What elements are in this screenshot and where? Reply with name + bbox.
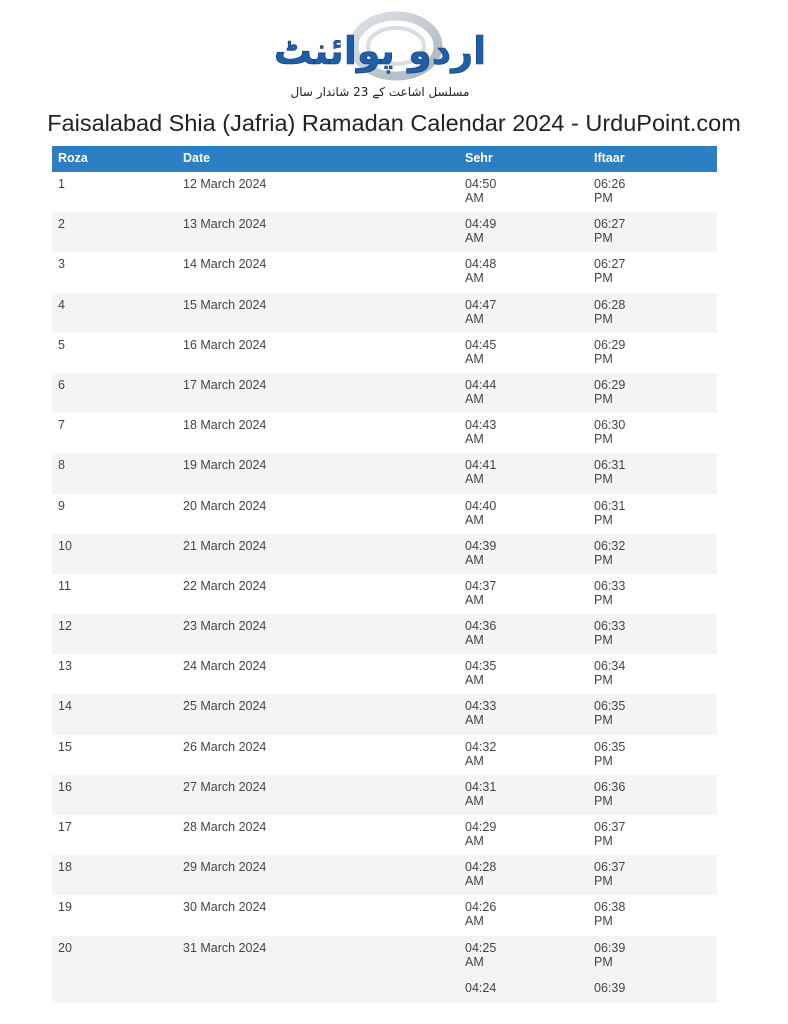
iftaar-cell-iftaar-time: 06:35 (594, 739, 626, 754)
date-cell (183, 579, 266, 593)
iftaar-cell-iftaar-time: 06:29 (594, 377, 626, 392)
roza-cell (58, 177, 65, 191)
roza-cell-roza: 4 (58, 297, 65, 312)
sehr-cell (465, 177, 505, 205)
table-header-row (52, 146, 717, 172)
iftaar-cell-iftaar-ampm: PM (594, 231, 613, 246)
iftaar-cell-iftaar-ampm: PM (594, 954, 613, 969)
date-cell (183, 298, 266, 312)
table-row (52, 574, 717, 614)
table-row (52, 172, 717, 212)
date-cell (183, 257, 266, 271)
sehr-cell (465, 659, 505, 687)
iftaar-cell (594, 338, 634, 366)
date-cell-date: 12 March 2024 (183, 177, 267, 191)
iftaar-cell-iftaar-time: 06:39 (594, 980, 626, 995)
iftaar-cell-iftaar-time: 06:33 (594, 619, 626, 634)
sehr-cell (465, 298, 505, 326)
sehr-cell-sehr-ampm: AM (465, 432, 484, 447)
date-cell-date: 25 March 2024 (183, 699, 267, 714)
iftaar-cell (594, 659, 634, 687)
roza-cell (58, 659, 72, 673)
iftaar-cell-iftaar-ampm: PM (594, 874, 613, 889)
roza-cell-roza: 19 (58, 900, 72, 915)
table-row (52, 694, 717, 734)
sehr-cell (465, 217, 505, 245)
roza-cell (58, 780, 72, 794)
date-cell-date: 20 March 2024 (183, 498, 267, 513)
date-cell (183, 941, 266, 955)
logo-tagline: مسلسل اشاعت کے 23 شاندار سال (290, 85, 470, 99)
date-cell (183, 820, 266, 834)
sehr-cell-sehr-time: 04:35 (465, 659, 497, 674)
iftaar-cell (594, 378, 634, 406)
iftaar-cell (594, 217, 634, 245)
sehr-cell-sehr-ampm: AM (465, 512, 484, 527)
roza-cell-roza: 15 (58, 739, 72, 754)
sehr-cell-sehr-ampm: AM (465, 673, 484, 688)
sehr-cell-sehr-time: 04:44 (465, 377, 497, 392)
roza-cell (58, 539, 72, 553)
date-cell-date: 18 March 2024 (183, 418, 267, 433)
table-row (52, 936, 717, 976)
date-cell-date: 21 March 2024 (183, 538, 267, 553)
sehr-cell-sehr-ampm: AM (465, 914, 484, 929)
iftaar-cell-iftaar-ampm: PM (594, 552, 613, 567)
iftaar-cell-iftaar-time: 06:28 (594, 297, 626, 312)
iftaar-cell-iftaar-ampm: PM (594, 432, 613, 447)
date-cell-date: 30 March 2024 (183, 900, 267, 915)
roza-cell (58, 699, 72, 713)
date-cell (183, 177, 266, 191)
sehr-cell-sehr-time: 04:40 (465, 498, 497, 513)
sehr-cell-sehr-time: 04:45 (465, 337, 497, 352)
roza-cell-roza: 3 (58, 257, 65, 272)
sehr-cell-sehr-ampm: AM (465, 592, 484, 607)
table-row (52, 494, 717, 534)
roza-cell (58, 820, 72, 834)
iftaar-cell (594, 418, 634, 446)
iftaar-cell-iftaar-time: 06:31 (594, 498, 626, 513)
iftaar-cell (594, 941, 634, 969)
roza-cell (58, 298, 65, 312)
sehr-cell-sehr-time: 04:36 (465, 619, 497, 634)
urdupoint-logo-icon[interactable] (273, 8, 487, 104)
sehr-cell-sehr-ampm: AM (465, 954, 484, 969)
sehr-cell-sehr-time: 04:37 (465, 578, 497, 593)
iftaar-cell-iftaar-time: 06:37 (594, 820, 626, 834)
iftaar-cell-iftaar-ampm: PM (594, 834, 613, 848)
iftaar-cell-iftaar-time: 06:33 (594, 578, 626, 593)
iftaar-cell-iftaar-time: 06:29 (594, 337, 626, 352)
sehr-cell (465, 418, 505, 446)
iftaar-cell-iftaar-ampm: PM (594, 472, 613, 487)
sehr-cell (465, 499, 505, 527)
sehr-cell-sehr-time: 04:28 (465, 860, 497, 875)
roza-cell-roza: 9 (58, 498, 65, 513)
iftaar-cell-iftaar-time: 06:27 (594, 217, 626, 232)
sehr-cell (465, 900, 505, 928)
iftaar-cell (594, 780, 634, 808)
roza-cell-roza: 20 (58, 940, 72, 955)
iftaar-cell-iftaar-time: 06:26 (594, 177, 626, 191)
roza-cell (58, 900, 72, 914)
sehr-cell-sehr-ampm: AM (465, 834, 484, 848)
roza-cell (58, 458, 65, 472)
roza-cell-roza: 13 (58, 659, 72, 674)
date-cell (183, 458, 266, 472)
sehr-cell-sehr-ampm: AM (465, 874, 484, 889)
iftaar-cell (594, 981, 634, 995)
iftaar-cell-iftaar-ampm: PM (594, 391, 613, 406)
iftaar-cell-iftaar-time: 06:36 (594, 779, 626, 794)
roza-cell (58, 378, 65, 392)
iftaar-cell (594, 539, 634, 567)
roza-cell-roza: 1 (58, 177, 65, 191)
table-row (52, 976, 717, 1003)
date-cell (183, 217, 266, 231)
date-cell-date: 31 March 2024 (183, 940, 267, 955)
ramadan-calendar-table (52, 146, 717, 1003)
roza-cell-roza: 14 (58, 699, 72, 714)
iftaar-cell-iftaar-time: 06:27 (594, 257, 626, 272)
sehr-cell-sehr-ampm: AM (465, 633, 484, 648)
roza-cell (58, 418, 65, 432)
date-cell-date: 27 March 2024 (183, 779, 267, 794)
header-sehr: Sehr (465, 151, 493, 165)
date-cell-date: 28 March 2024 (183, 820, 267, 834)
iftaar-cell (594, 257, 634, 285)
date-cell-date: 23 March 2024 (183, 619, 267, 634)
sehr-cell-sehr-ampm: AM (465, 311, 484, 326)
iftaar-cell (594, 458, 634, 486)
table-row (52, 373, 717, 413)
sehr-cell (465, 539, 505, 567)
sehr-cell-sehr-time: 04:33 (465, 699, 497, 714)
sehr-cell-sehr-time: 04:31 (465, 779, 497, 794)
table-row (52, 775, 717, 815)
table-row (52, 534, 717, 574)
roza-cell (58, 860, 72, 874)
table-body (52, 172, 717, 1003)
page-title: Faisalabad Shia (Jafria) Ramadan Calendar 2024 - UrduPoint.com (47, 110, 741, 136)
date-cell-date: 16 March 2024 (183, 337, 267, 352)
roza-cell (58, 619, 72, 633)
roza-cell (58, 257, 65, 271)
sehr-cell-sehr-time: 04:43 (465, 418, 497, 433)
date-cell (183, 740, 266, 754)
date-cell (183, 900, 266, 914)
iftaar-cell-iftaar-ampm: PM (594, 673, 613, 688)
roza-cell (58, 941, 72, 955)
iftaar-cell-iftaar-time: 06:31 (594, 458, 626, 473)
table-row (52, 735, 717, 775)
iftaar-cell-iftaar-ampm: PM (594, 914, 613, 929)
date-cell-date: 24 March 2024 (183, 659, 267, 674)
iftaar-cell-iftaar-ampm: PM (594, 713, 613, 728)
table-row (52, 614, 717, 654)
sehr-cell-sehr-time: 04:41 (465, 458, 497, 473)
iftaar-cell (594, 699, 634, 727)
iftaar-cell-iftaar-ampm: PM (594, 191, 613, 205)
iftaar-cell-iftaar-ampm: PM (594, 793, 613, 808)
roza-cell-roza: 10 (58, 538, 72, 553)
header-date: Date (183, 151, 211, 165)
sehr-cell (465, 820, 505, 848)
roza-cell-roza: 12 (58, 619, 72, 634)
date-cell-date: 13 March 2024 (183, 217, 267, 232)
sehr-cell (465, 458, 505, 486)
sehr-cell-sehr-ampm: AM (465, 793, 484, 808)
table-row (52, 895, 717, 935)
iftaar-cell-iftaar-ampm: PM (594, 592, 613, 607)
iftaar-cell (594, 579, 634, 607)
iftaar-cell (594, 860, 634, 888)
table-row (52, 252, 717, 292)
sehr-cell-sehr-time: 04:25 (465, 940, 497, 955)
iftaar-cell-iftaar-ampm: PM (594, 633, 613, 648)
table-row (52, 333, 717, 373)
iftaar-cell-iftaar-time: 06:34 (594, 659, 626, 674)
date-cell-date: 19 March 2024 (183, 458, 267, 473)
sehr-cell (465, 941, 505, 969)
date-cell (183, 659, 266, 673)
sehr-cell-sehr-time: 04:24 (465, 980, 497, 995)
sehr-cell-sehr-ampm: AM (465, 472, 484, 487)
sehr-cell (465, 378, 505, 406)
iftaar-cell-iftaar-time: 06:38 (594, 900, 626, 915)
sehr-cell-sehr-time: 04:29 (465, 820, 497, 834)
table-row (52, 453, 717, 493)
roza-cell-roza: 8 (58, 458, 65, 473)
sehr-cell-sehr-ampm: AM (465, 191, 484, 205)
iftaar-cell-iftaar-time: 06:30 (594, 418, 626, 433)
sehr-cell-sehr-ampm: AM (465, 713, 484, 728)
table-row (52, 855, 717, 895)
table-row (52, 654, 717, 694)
date-cell (183, 699, 266, 713)
date-cell (183, 499, 266, 513)
date-cell (183, 418, 266, 432)
date-cell-date: 29 March 2024 (183, 860, 267, 875)
iftaar-cell (594, 900, 634, 928)
iftaar-cell (594, 499, 634, 527)
iftaar-cell-iftaar-time: 06:39 (594, 940, 626, 955)
iftaar-cell-iftaar-time: 06:37 (594, 860, 626, 875)
sehr-cell (465, 740, 505, 768)
sehr-cell (465, 257, 505, 285)
sehr-cell (465, 338, 505, 366)
sehr-cell-sehr-time: 04:49 (465, 217, 497, 232)
sehr-cell (465, 619, 505, 647)
sehr-cell-sehr-time: 04:32 (465, 739, 497, 754)
sehr-cell-sehr-time: 04:48 (465, 257, 497, 272)
sehr-cell-sehr-time: 04:39 (465, 538, 497, 553)
roza-cell-roza: 2 (58, 217, 65, 232)
iftaar-cell (594, 177, 634, 205)
table-row (52, 212, 717, 252)
date-cell (183, 338, 266, 352)
iftaar-cell-iftaar-ampm: PM (594, 271, 613, 286)
date-cell-date: 15 March 2024 (183, 297, 267, 312)
header-iftaar: Iftaar (594, 151, 625, 165)
sehr-cell (465, 860, 505, 888)
date-cell (183, 619, 266, 633)
iftaar-cell (594, 298, 634, 326)
roza-cell-roza: 7 (58, 418, 65, 433)
iftaar-cell-iftaar-time: 06:35 (594, 699, 626, 714)
sehr-cell (465, 699, 505, 727)
date-cell-date: 14 March 2024 (183, 257, 267, 272)
sehr-cell (465, 981, 505, 995)
iftaar-cell (594, 619, 634, 647)
iftaar-cell-iftaar-ampm: PM (594, 311, 613, 326)
sehr-cell (465, 579, 505, 607)
roza-cell-roza: 17 (58, 820, 72, 834)
roza-cell (58, 740, 72, 754)
date-cell (183, 860, 266, 874)
roza-cell (58, 499, 65, 513)
iftaar-cell-iftaar-time: 06:32 (594, 538, 626, 553)
sehr-cell-sehr-ampm: AM (465, 753, 484, 768)
table-row (52, 293, 717, 333)
sehr-cell-sehr-ampm: AM (465, 391, 484, 406)
sehr-cell-sehr-ampm: AM (465, 351, 484, 366)
roza-cell (58, 338, 65, 352)
sehr-cell-sehr-time: 04:26 (465, 900, 497, 915)
sehr-cell-sehr-time: 04:47 (465, 297, 497, 312)
roza-cell (58, 579, 71, 593)
header-roza: Roza (58, 151, 88, 165)
roza-cell (58, 217, 65, 231)
date-cell-date: 26 March 2024 (183, 739, 267, 754)
iftaar-cell-iftaar-ampm: PM (594, 351, 613, 366)
sehr-cell-sehr-ampm: AM (465, 271, 484, 286)
logo-wordmark: اردو پوائنٹ (273, 29, 487, 73)
table-row (52, 815, 717, 855)
date-cell-date: 22 March 2024 (183, 578, 267, 593)
sehr-cell-sehr-ampm: AM (465, 552, 484, 567)
iftaar-cell (594, 820, 634, 848)
date-cell (183, 539, 266, 553)
sehr-cell (465, 780, 505, 808)
date-cell (183, 378, 266, 392)
sehr-cell-sehr-time: 04:50 (465, 177, 497, 191)
iftaar-cell-iftaar-ampm: PM (594, 512, 613, 527)
table-row (52, 413, 717, 453)
roza-cell-roza: 16 (58, 779, 72, 794)
roza-cell-roza: 18 (58, 860, 72, 875)
iftaar-cell-iftaar-ampm: PM (594, 753, 613, 768)
date-cell (183, 780, 266, 794)
iftaar-cell (594, 740, 634, 768)
roza-cell-roza: 6 (58, 377, 65, 392)
sehr-cell-sehr-ampm: AM (465, 231, 484, 246)
roza-cell-roza: 5 (58, 337, 65, 352)
roza-cell-roza: 11 (58, 578, 71, 593)
date-cell-date: 17 March 2024 (183, 377, 267, 392)
